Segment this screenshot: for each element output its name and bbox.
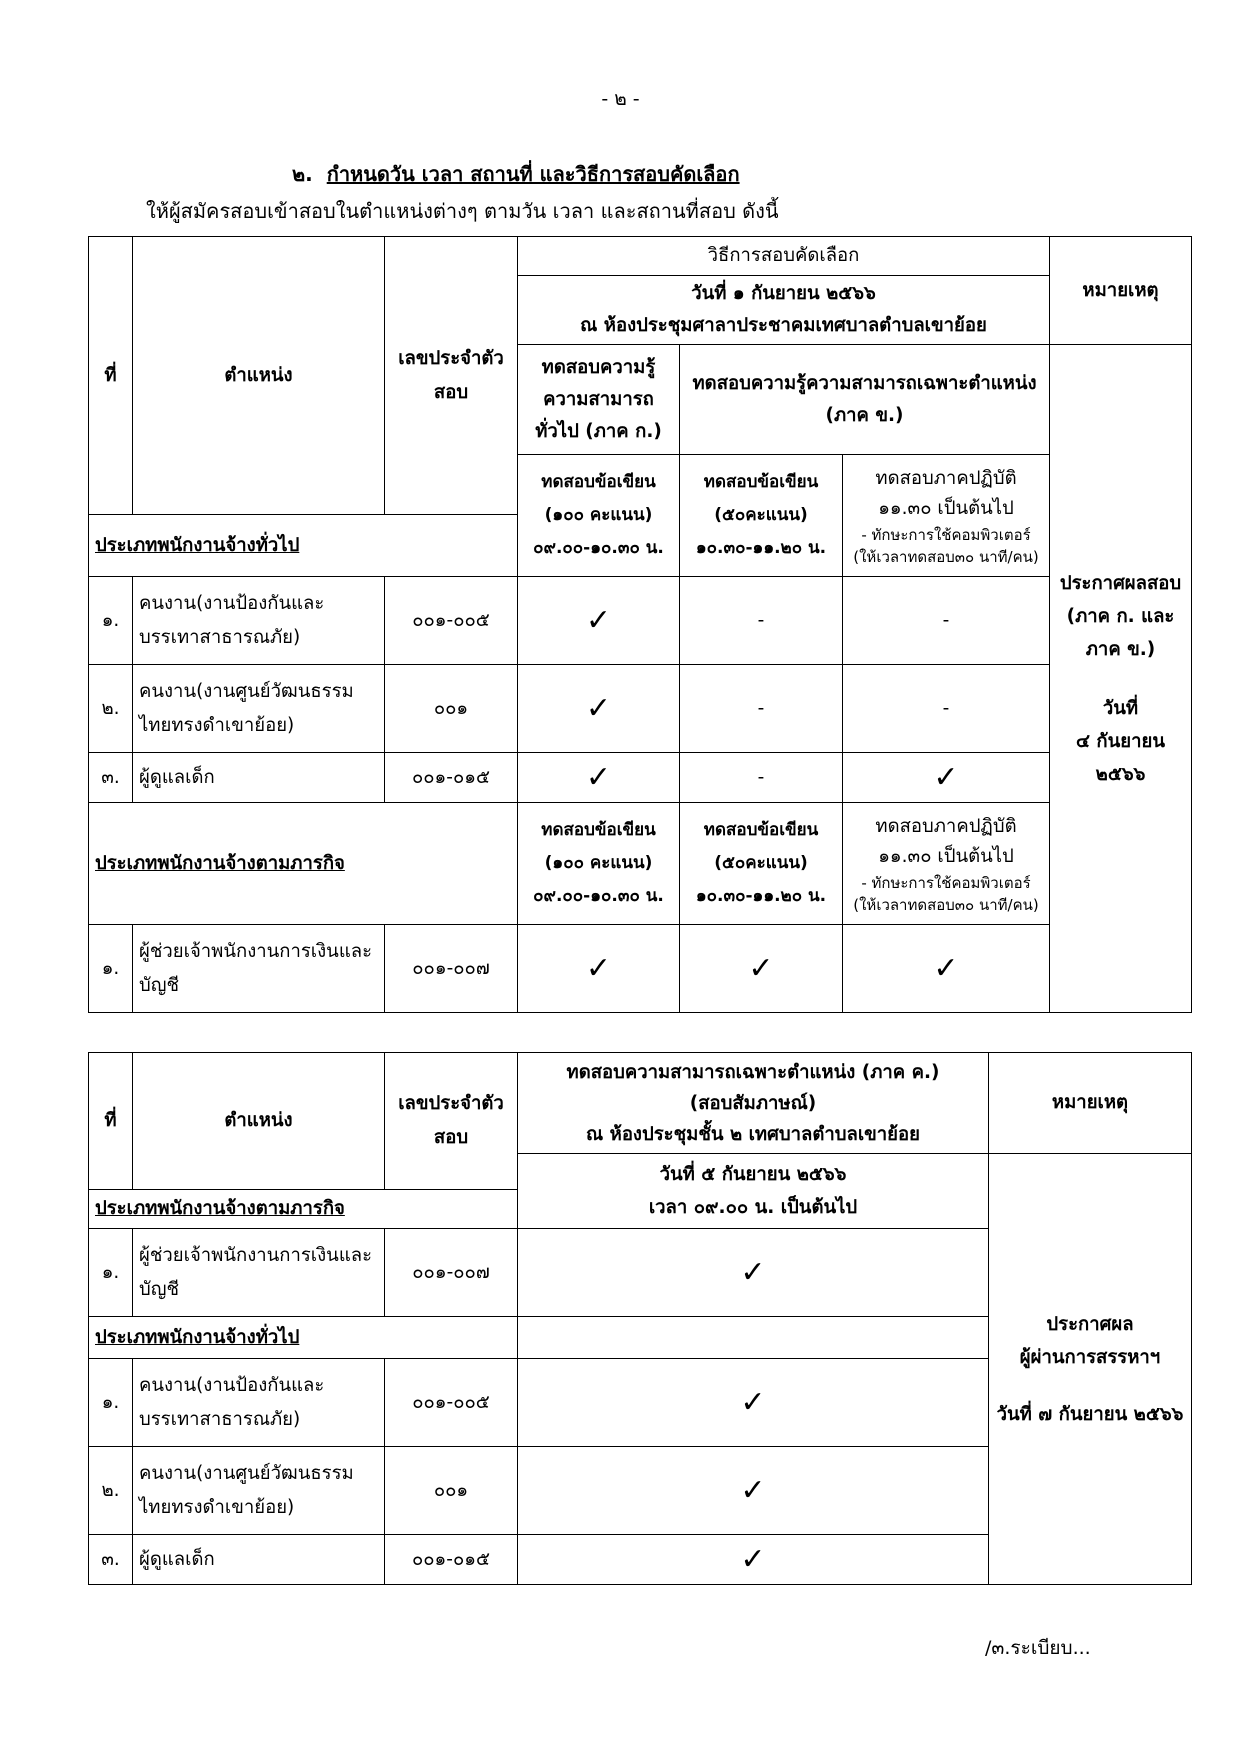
sub-header-practical — [843, 455, 1050, 577]
row-no: ๑. — [89, 1229, 133, 1317]
col-header-remark: หมายเหตุ — [989, 1053, 1192, 1154]
sub-header-written-a — [518, 455, 680, 577]
remark-line: ๔ กันยายน — [1075, 730, 1165, 752]
sub-header-line: ทดสอบภาคปฏิบัติ — [875, 467, 1017, 489]
category-label: ประเภทพนักงานจ้างทั่วไป — [95, 534, 300, 556]
col-header-no: ที่ — [89, 237, 133, 515]
sub-header-line: (ให้เวลาทดสอบ๓๐ นาที/คน) — [853, 547, 1039, 566]
row-exam-id: ๐๐๑-๐๑๕ — [385, 1535, 518, 1585]
part-c-line: ณ ห้องประชุมชั้น ๒ เทศบาลตำบลเขาย้อย — [586, 1123, 920, 1145]
row-no: ๑. — [89, 577, 133, 665]
row-no: ๓. — [89, 1535, 133, 1585]
check-mark-icon: ✓ — [518, 1229, 989, 1317]
part-c-line: (สอบสัมภาษณ์) — [689, 1092, 817, 1114]
category-label: ประเภทพนักงานจ้างตามภารกิจ — [95, 1198, 345, 1219]
interview-schedule-table — [88, 1052, 1192, 1585]
col-header-position: ตำแหน่ง — [133, 237, 385, 515]
table-row — [89, 577, 1192, 665]
section-heading — [292, 158, 740, 190]
check-mark-icon: ✓ — [518, 753, 680, 803]
sub-header-line: (ให้เวลาทดสอบ๓๐ นาที/คน) — [853, 895, 1039, 914]
sub-header-line: (๑๐๐ คะแนน) — [544, 853, 653, 873]
col-header-remark: หมายเหตุ — [1050, 237, 1192, 345]
sub-header-line: ทดสอบข้อเขียน — [703, 472, 819, 492]
row-exam-id: ๐๐๑-๐๐๕ — [385, 577, 518, 665]
row-position: ผู้ดูแลเด็ก — [133, 1535, 385, 1585]
section-number: ๒. — [292, 162, 313, 186]
row-position: คนงาน(งานป้องกันและบรรเทาสาธารณภัย) — [133, 1359, 385, 1447]
row-position: ผู้ดูแลเด็ก — [133, 753, 385, 803]
remark-line: ประกาศผล — [1046, 1313, 1134, 1335]
check-mark-icon: ✓ — [518, 665, 680, 753]
page-number: - ๒ - — [601, 88, 640, 110]
check-mark-icon: ✓ — [680, 925, 843, 1013]
sub-header-line: ทดสอบข้อเขียน — [541, 820, 656, 840]
sub-header-line: ทดสอบข้อเขียน — [541, 472, 656, 492]
row-cell: - — [843, 665, 1050, 753]
sub-header-line: ทดสอบข้อเขียน — [703, 820, 819, 840]
category-general — [89, 1317, 518, 1359]
method-date: วันที่ ๑ กันยายน ๒๕๖๖ — [691, 283, 876, 304]
remark-line: วันที่ ๗ กันยายน ๒๕๖๖ — [996, 1403, 1184, 1425]
col-header-no: ที่ — [89, 1053, 133, 1190]
sub-header-line: (๕๐คะแนน) — [714, 853, 808, 873]
part-b-header: ทดสอบความรู้ความสามารถเฉพาะตำแหน่ง (ภาค ข.) — [680, 345, 1050, 455]
sub-header-written-b — [680, 455, 843, 577]
remark-line: วันที่ — [1102, 697, 1139, 719]
empty-cell — [518, 1317, 989, 1359]
exam-schedule-table — [88, 236, 1192, 1013]
row-exam-id: ๐๐๑-๐๐๗ — [385, 1229, 518, 1317]
method-place: ณ ห้องประชุมศาลาประชาคมเทศบาลตำบลเขาย้อย — [580, 315, 987, 336]
check-mark-icon: ✓ — [518, 577, 680, 665]
row-exam-id: ๐๐๑-๐๐๗ — [385, 925, 518, 1013]
category-label: ประเภทพนักงานจ้างตามภารกิจ — [95, 852, 345, 874]
category-general — [89, 515, 518, 577]
row-exam-id: ๐๐๑-๐๐๕ — [385, 1359, 518, 1447]
col-header-exam-id: เลขประจำตัวสอบ — [385, 1053, 518, 1190]
interview-date-time — [518, 1154, 989, 1229]
continuation-note: /๓.ระเบียบ... — [985, 1637, 1091, 1659]
row-no: ๒. — [89, 665, 133, 753]
interview-date: วันที่ ๕ กันยายน ๒๕๖๖ — [659, 1164, 847, 1185]
col-header-exam-id: เลขประจำตัวสอบ — [385, 237, 518, 515]
check-mark-icon: ✓ — [518, 1535, 989, 1585]
sub-header-written-b — [680, 803, 843, 925]
row-cell: - — [680, 753, 843, 803]
remark-line: ผู้ผ่านการสรรหาฯ — [1019, 1346, 1161, 1368]
interview-time: เวลา ๐๙.๐๐ น. เป็นต้นไป — [648, 1197, 858, 1218]
sub-header-written-a — [518, 803, 680, 925]
check-mark-icon: ✓ — [843, 753, 1050, 803]
row-position: ผู้ช่วยเจ้าพนักงานการเงินและบัญชี — [133, 1229, 385, 1317]
method-date-place — [518, 276, 1050, 345]
category-mission — [89, 803, 518, 925]
check-mark-icon: ✓ — [843, 925, 1050, 1013]
row-cell: - — [843, 577, 1050, 665]
row-no: ๒. — [89, 1447, 133, 1535]
row-position: คนงาน(งานศูนย์วัฒนธรรมไทยทรงดำเขาย้อย) — [133, 1447, 385, 1535]
sub-header-line: ๐๙.๐๐-๑๐.๓๐ น. — [533, 886, 664, 906]
row-position: คนงาน(งานป้องกันและบรรเทาสาธารณภัย) — [133, 577, 385, 665]
remark-line: ๒๕๖๖ — [1095, 763, 1146, 785]
remark-line: ประกาศผลสอบ — [1059, 572, 1182, 594]
part-a-header: ทดสอบความรู้ความสามารถทั่วไป (ภาค ก.) — [518, 345, 680, 455]
remark-line: (ภาค ก. และ — [1066, 605, 1175, 627]
row-position: คนงาน(งานศูนย์วัฒนธรรมไทยทรงดำเขาย้อย) — [133, 665, 385, 753]
remark-announce — [989, 1154, 1192, 1585]
sub-header-line: ๑๑.๓๐ เป็นต้นไป — [878, 497, 1014, 519]
row-no: ๓. — [89, 753, 133, 803]
table-row — [89, 753, 1192, 803]
col-header-position: ตำแหน่ง — [133, 1053, 385, 1190]
remark-line: ภาค ข.) — [1085, 638, 1156, 660]
sub-header-line: ๑๑.๓๐ เป็นต้นไป — [878, 845, 1014, 867]
row-cell: - — [680, 577, 843, 665]
row-exam-id: ๐๐๑ — [385, 1447, 518, 1535]
method-title: วิธีการสอบคัดเลือก — [518, 237, 1050, 276]
category-mission — [89, 1190, 518, 1229]
section-title: กำหนดวัน เวลา สถานที่ และวิธีการสอบคัดเลือก — [326, 162, 740, 186]
row-position: ผู้ช่วยเจ้าพนักงานการเงินและบัญชี — [133, 925, 385, 1013]
table-row — [89, 925, 1192, 1013]
row-exam-id: ๐๐๑-๐๑๕ — [385, 753, 518, 803]
intro-text: ให้ผู้สมัครสอบเข้าสอบในตำแหน่งต่างๆ ตามวัน เวลา และสถานที่สอบ ดังนี้ — [146, 199, 779, 223]
row-no: ๑. — [89, 925, 133, 1013]
sub-header-line: (๑๐๐ คะแนน) — [544, 505, 653, 525]
check-mark-icon: ✓ — [518, 1359, 989, 1447]
sub-header-practical — [843, 803, 1050, 925]
row-exam-id: ๐๐๑ — [385, 665, 518, 753]
sub-header-line: (๕๐คะแนน) — [714, 505, 808, 525]
row-cell: - — [680, 665, 843, 753]
part-c-line: ทดสอบความสามารถเฉพาะตำแหน่ง (ภาค ค.) — [566, 1061, 940, 1083]
sub-header-line: - ทักษะการใช้คอมพิวเตอร์ — [861, 525, 1031, 544]
sub-header-line: ๑๐.๓๐-๑๑.๒๐ น. — [695, 886, 827, 906]
sub-header-line: ทดสอบภาคปฏิบัติ — [875, 815, 1017, 837]
sub-header-line: - ทักษะการใช้คอมพิวเตอร์ — [861, 873, 1031, 892]
check-mark-icon: ✓ — [518, 1447, 989, 1535]
row-no: ๑. — [89, 1359, 133, 1447]
check-mark-icon: ✓ — [518, 925, 680, 1013]
part-c-header — [518, 1053, 989, 1154]
table-row — [89, 665, 1192, 753]
category-label: ประเภทพนักงานจ้างทั่วไป — [95, 1326, 300, 1348]
sub-header-line: ๑๐.๓๐-๑๑.๒๐ น. — [695, 538, 827, 558]
remark-announce — [1050, 345, 1192, 1013]
sub-header-line: ๐๙.๐๐-๑๐.๓๐ น. — [533, 538, 664, 558]
